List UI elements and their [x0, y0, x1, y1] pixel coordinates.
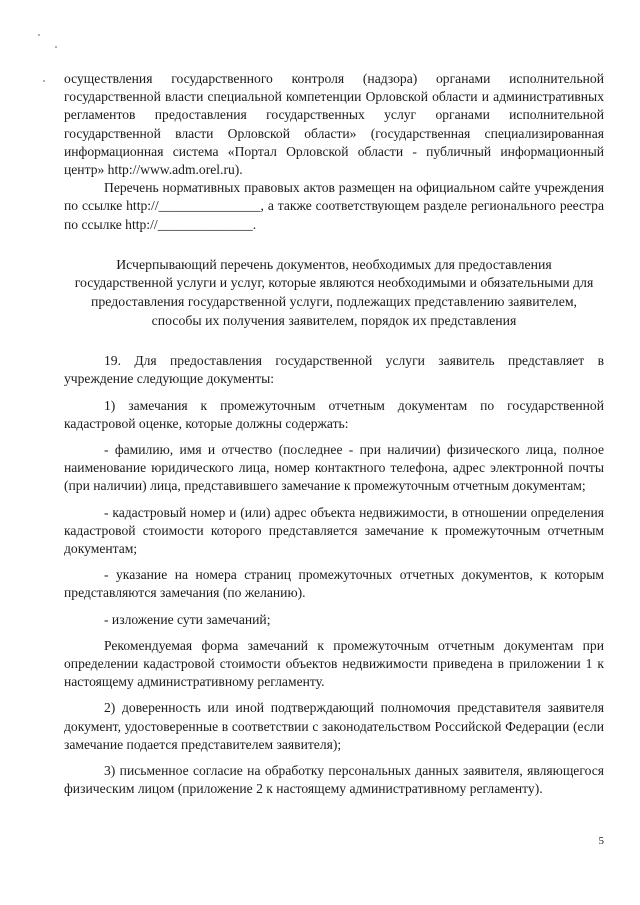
scan-speck	[43, 80, 45, 82]
list-subitem: - изложение сути замечаний;	[104, 611, 271, 627]
clause-19: 19. Для предоставления государственной услуги заявитель представляет в учреждение следующие документы:	[64, 353, 604, 387]
intro-paragraph: осуществления государственного контроля (надзора) органами исполнительной государственной власти специальной компетенции Орловской области и административных регламентов предоставления государственных услуг органами исполнительной государственной власти Орловской области» (государственная специализированная информационная система «Портал Орловской области - публичный информационный центр» http://www.adm.orel.ru).	[64, 71, 604, 178]
document-body	[64, 70, 604, 798]
acts-paragraph: Перечень нормативных правовых актов размещен на официальном сайте учреждения по ссылке http://_______________, а также соответствующем разделе регионального реестра по ссылке http://______________.	[64, 180, 604, 232]
section-heading: Исчерпывающий перечень документов, необходимых для предоставления государственной услуги и услуг, которые являются необходимыми и обязательными для предоставления государственной услуги, подлежащих представлению заявителем, способы их получения заявителем, порядок их представления	[74, 256, 594, 328]
page-number: 5	[598, 835, 604, 847]
list-subitem: - кадастровый номер и (или) адрес объекта недвижимости, в отношении определения кадастровой стоимости которого представляется замечание к промежуточным отчетным документам;	[64, 504, 604, 557]
list-item-3: 3) письменное согласие на обработку персональных данных заявителя, являющегося физическим лицом (приложение 2 к настоящему административному регламенту).	[64, 763, 604, 797]
list-subitem: - фамилию, имя и отчество (последнее - при наличии) физического лица, полное наименование юридического лица, номер контактного телефона, адрес электронной почты (при наличии) лица, представившего замечание к промежуточным отчетным документам;	[64, 442, 604, 494]
recommended-form-paragraph: Рекомендуемая форма замечаний к промежуточным отчетным документам при определении кадастровой стоимости объектов недвижимости приведена в приложении 1 к настоящему административному регламенту.	[64, 637, 604, 690]
list-subitem: - указание на номера страниц промежуточных отчетных документов, к которым представляются замечания (по желанию).	[64, 567, 604, 601]
list-item-2: 2) доверенность или иной подтверждающий полномочия представителя заявителя документ, удостоверенные в соответствии с законодательством Российской Федерации (если замечание подается представителем заявителя);	[64, 700, 604, 752]
scan-speck	[55, 46, 57, 48]
scan-speck	[38, 34, 40, 36]
list-item-1: 1) замечания к промежуточным отчетным документам по государственной кадастровой оценке, которые должны содержать:	[64, 397, 604, 431]
